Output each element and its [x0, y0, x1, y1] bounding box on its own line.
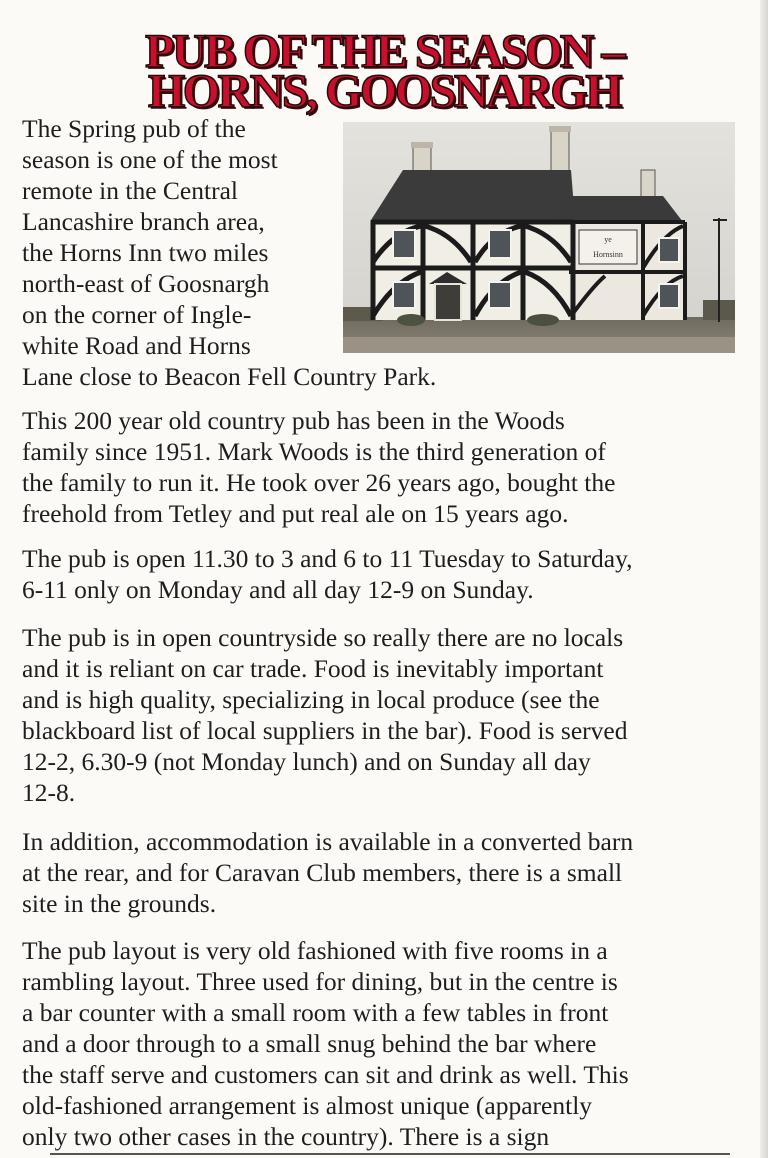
text-line: 12-8. — [22, 778, 76, 807]
text-line: 6-11 only on Monday and all day 12-9 on Sunday. — [22, 575, 534, 604]
text-line: The pub is open 11.30 to 3 and 6 to 11 Tuesday to Saturday, — [22, 544, 633, 573]
pub-photo — [343, 122, 735, 353]
text-line: and a door through to a small snug behind the bar where — [22, 1029, 597, 1058]
text-line: only two other cases in the country). There is a sign — [22, 1122, 550, 1151]
pub-sign-text-1: ye — [604, 235, 612, 244]
article-title-line-2: HORNS, GOOSNARGH — [147, 65, 621, 118]
text-line: north-east of Goosnargh — [22, 269, 270, 298]
text-line: a bar counter with a small room with a few tables in front — [22, 998, 609, 1027]
text-line: the staff serve and customers can sit and drink as well. This — [22, 1060, 629, 1089]
text-line: site in the grounds. — [22, 889, 217, 918]
text-line: Lancashire branch area, — [22, 207, 265, 236]
text-line: Lane close to Beacon Fell Country Park. — [22, 362, 437, 391]
text-line: and is high quality, specializing in local produce (see the — [22, 685, 600, 714]
text-line: remote in the Central — [22, 176, 238, 205]
text-line: at the rear, and for Caravan Club members, there is a small — [22, 858, 623, 887]
pub-sign-text-2: Hornsinn — [593, 250, 623, 259]
text-line: the family to run it. He took over 26 years ago, bought the — [22, 468, 616, 497]
text-line: and it is reliant on car trade. Food is inevitably important — [22, 654, 604, 683]
text-line: season is one of the most — [22, 145, 278, 174]
text-line: In addition, accommodation is available in a converted barn — [22, 827, 634, 856]
text-line: rambling layout. Three used for dining, but in the centre is — [22, 967, 618, 996]
bottom-rule — [50, 1153, 730, 1155]
article-title-line-1: PUB OF THE SEASON – — [145, 25, 623, 78]
text-line: The Spring pub of the — [22, 114, 246, 143]
text-line: freehold from Tetley and put real ale on 15 years ago. — [22, 499, 569, 528]
text-line: white Road and Horns — [22, 331, 251, 360]
text-line: family since 1951. Mark Woods is the third generation of — [22, 437, 606, 466]
page-edge — [760, 0, 768, 1158]
text-line: old-fashioned arrangement is almost unique (apparently — [22, 1091, 593, 1120]
text-line: 12-2, 6.30-9 (not Monday lunch) and on Sunday all day — [22, 747, 591, 776]
text-line: the Horns Inn two miles — [22, 238, 269, 267]
text-line: blackboard list of local suppliers in the bar). Food is served — [22, 716, 628, 745]
text-line: The pub layout is very old fashioned with five rooms in a — [22, 936, 608, 965]
text-line: This 200 year old country pub has been in the Woods — [22, 406, 565, 435]
text-line: on the corner of Ingle- — [22, 300, 252, 329]
text-line: The pub is in open countryside so really there are no locals — [22, 623, 624, 652]
